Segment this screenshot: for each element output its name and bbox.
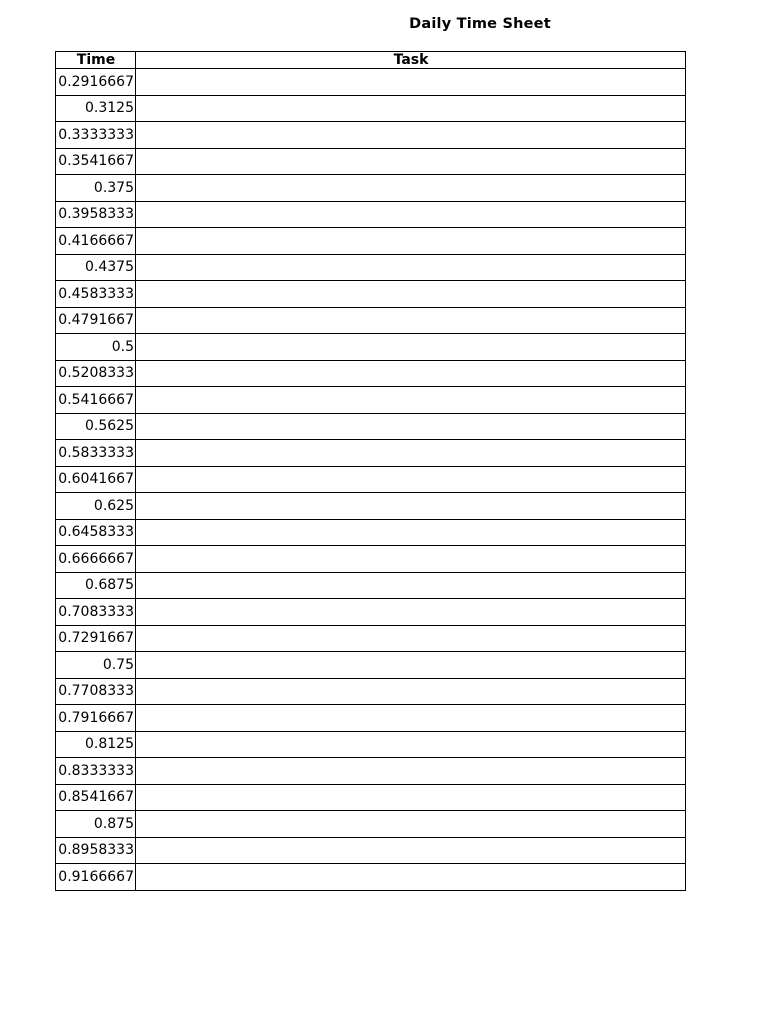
- time-cell: 0.2916667: [56, 69, 136, 96]
- time-cell: 0.8958333: [56, 837, 136, 864]
- time-cell: 0.6875: [56, 572, 136, 599]
- table-row: [56, 546, 686, 573]
- table-row: [56, 360, 686, 387]
- table-row: [56, 731, 686, 758]
- time-cell: 0.7708333: [56, 678, 136, 705]
- time-cell: 0.7291667: [56, 625, 136, 652]
- task-cell[interactable]: [136, 519, 686, 546]
- table-row: [56, 519, 686, 546]
- task-cell[interactable]: [136, 175, 686, 202]
- table-row: [56, 175, 686, 202]
- time-cell: 0.8333333: [56, 758, 136, 785]
- task-cell[interactable]: [136, 387, 686, 414]
- table-row: [56, 228, 686, 255]
- task-cell[interactable]: [136, 360, 686, 387]
- table-row: [56, 69, 686, 96]
- task-cell[interactable]: [136, 678, 686, 705]
- task-cell[interactable]: [136, 731, 686, 758]
- table-row: [56, 440, 686, 467]
- task-cell[interactable]: [136, 811, 686, 838]
- table-row: [56, 466, 686, 493]
- time-cell: 0.7083333: [56, 599, 136, 626]
- time-cell: 0.875: [56, 811, 136, 838]
- time-cell: 0.4166667: [56, 228, 136, 255]
- task-cell[interactable]: [136, 784, 686, 811]
- column-header-time: Time: [56, 52, 136, 69]
- task-cell[interactable]: [136, 758, 686, 785]
- time-cell: 0.3958333: [56, 201, 136, 228]
- time-sheet-table: [55, 51, 686, 891]
- time-cell: 0.9166667: [56, 864, 136, 891]
- table-row: [56, 625, 686, 652]
- task-cell[interactable]: [136, 307, 686, 334]
- time-cell: 0.4375: [56, 254, 136, 281]
- table-row: [56, 281, 686, 308]
- task-cell[interactable]: [136, 864, 686, 891]
- table-row: [56, 784, 686, 811]
- time-cell: 0.6041667: [56, 466, 136, 493]
- task-cell[interactable]: [136, 837, 686, 864]
- time-cell: 0.375: [56, 175, 136, 202]
- table-row: [56, 307, 686, 334]
- table-header-row: [56, 52, 686, 69]
- time-cell: 0.5416667: [56, 387, 136, 414]
- task-cell[interactable]: [136, 413, 686, 440]
- column-header-task: Task: [136, 52, 686, 69]
- table-row: [56, 254, 686, 281]
- time-cell: 0.6666667: [56, 546, 136, 573]
- task-cell[interactable]: [136, 625, 686, 652]
- time-sheet-body: [56, 69, 686, 891]
- time-cell: 0.4791667: [56, 307, 136, 334]
- table-row: [56, 95, 686, 122]
- table-row: [56, 652, 686, 679]
- task-cell[interactable]: [136, 705, 686, 732]
- task-cell[interactable]: [136, 148, 686, 175]
- task-cell[interactable]: [136, 493, 686, 520]
- table-row: [56, 413, 686, 440]
- table-row: [56, 864, 686, 891]
- table-row: [56, 811, 686, 838]
- time-cell: 0.3125: [56, 95, 136, 122]
- table-row: [56, 148, 686, 175]
- time-cell: 0.8541667: [56, 784, 136, 811]
- time-cell: 0.625: [56, 493, 136, 520]
- table-row: [56, 334, 686, 361]
- table-row: [56, 387, 686, 414]
- table-row: [56, 705, 686, 732]
- task-cell[interactable]: [136, 228, 686, 255]
- table-row: [56, 758, 686, 785]
- table-row: [56, 201, 686, 228]
- table-row: [56, 493, 686, 520]
- table-row: [56, 599, 686, 626]
- time-cell: 0.5625: [56, 413, 136, 440]
- task-cell[interactable]: [136, 546, 686, 573]
- task-cell[interactable]: [136, 69, 686, 96]
- task-cell[interactable]: [136, 440, 686, 467]
- table-row: [56, 678, 686, 705]
- time-cell: 0.5833333: [56, 440, 136, 467]
- task-cell[interactable]: [136, 281, 686, 308]
- table-row: [56, 572, 686, 599]
- task-cell[interactable]: [136, 466, 686, 493]
- time-cell: 0.3541667: [56, 148, 136, 175]
- time-cell: 0.8125: [56, 731, 136, 758]
- page-title: Daily Time Sheet: [409, 16, 551, 32]
- table-row: [56, 122, 686, 149]
- task-cell[interactable]: [136, 95, 686, 122]
- task-cell[interactable]: [136, 254, 686, 281]
- task-cell[interactable]: [136, 652, 686, 679]
- time-cell: 0.6458333: [56, 519, 136, 546]
- task-cell[interactable]: [136, 122, 686, 149]
- time-cell: 0.3333333: [56, 122, 136, 149]
- time-cell: 0.5208333: [56, 360, 136, 387]
- task-cell[interactable]: [136, 599, 686, 626]
- time-cell: 0.75: [56, 652, 136, 679]
- time-cell: 0.4583333: [56, 281, 136, 308]
- table-row: [56, 837, 686, 864]
- time-cell: 0.7916667: [56, 705, 136, 732]
- task-cell[interactable]: [136, 201, 686, 228]
- time-cell: 0.5: [56, 334, 136, 361]
- task-cell[interactable]: [136, 572, 686, 599]
- task-cell[interactable]: [136, 334, 686, 361]
